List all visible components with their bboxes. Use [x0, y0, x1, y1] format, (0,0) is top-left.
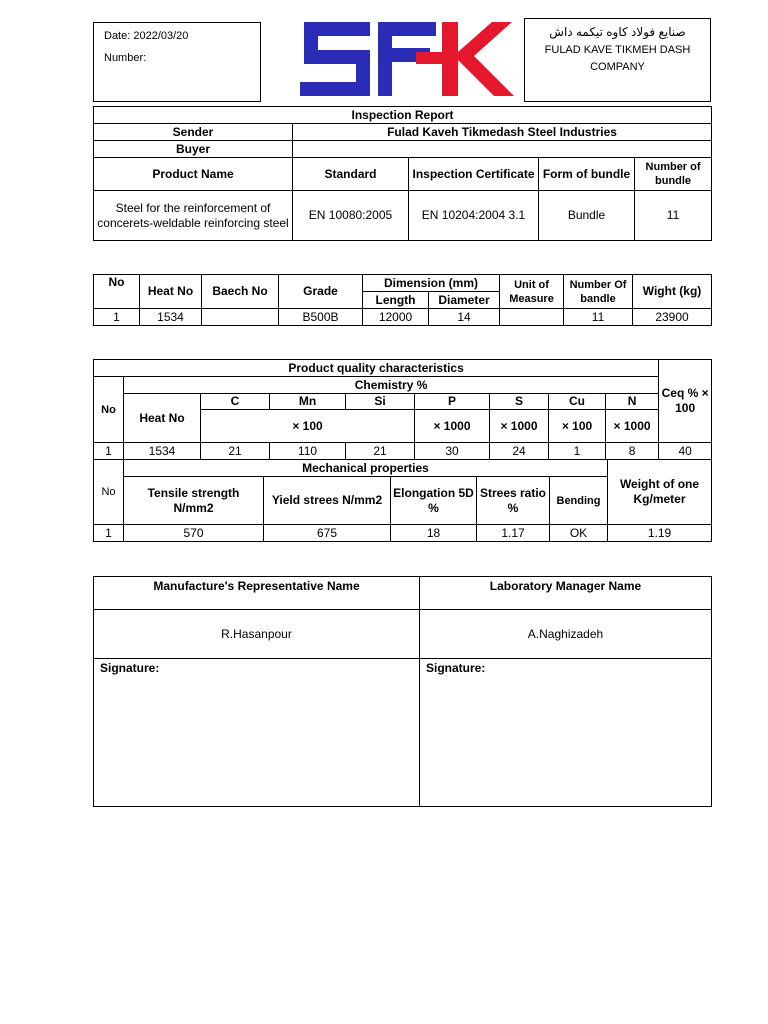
mech-row-bending: OK — [550, 525, 608, 542]
element-si: Si — [346, 394, 415, 410]
row-diameter: 14 — [429, 309, 500, 326]
lab-manager-label: Laboratory Manager Name — [420, 577, 712, 610]
header-dimension: Dimension (mm) — [363, 275, 500, 292]
manufacturer-signature-area[interactable] — [94, 659, 420, 807]
mech-row-no: 1 — [94, 525, 124, 542]
element-n: N — [606, 394, 659, 410]
chem-row-heat-no: 1534 — [124, 443, 201, 460]
mechanical-label: Mechanical properties — [124, 460, 608, 477]
row-unit — [500, 309, 564, 326]
header-baech-no: Baech No — [202, 275, 279, 309]
standard-value: EN 10080:2005 — [293, 191, 409, 241]
header-grade: Grade — [279, 275, 363, 309]
element-c: C — [201, 394, 270, 410]
date-label: Date: 2022/03/20 — [104, 30, 189, 42]
quality-title: Product quality characteristics — [94, 360, 659, 377]
company-name-en-1: FULAD KAVE TIKMEH DASH — [544, 44, 691, 56]
row-baech-no — [202, 309, 279, 326]
row-no: 1 — [94, 309, 140, 326]
row-number-of-bandle: 11 — [564, 309, 633, 326]
heat-table — [93, 274, 712, 326]
mech-row-elongation: 18 — [391, 525, 477, 542]
header-inspection-certificate: Inspection Certificate — [409, 158, 539, 191]
row-wight: 23900 — [633, 309, 712, 326]
lab-manager-name: A.Naghizadeh — [420, 610, 712, 659]
chemistry-label: Chemistry % — [124, 377, 659, 394]
chem-row-ceq: 40 — [659, 443, 712, 460]
manufacturer-name: R.Hasanpour — [94, 610, 420, 659]
mech-tensile-header: Tensile strength N/mm2 — [124, 477, 264, 525]
ceq-label: Ceq % × 100 — [659, 360, 712, 443]
sender-label: Sender — [94, 124, 293, 141]
element-p: P — [415, 394, 490, 410]
signature-table — [93, 576, 712, 807]
chem-row-cu: 1 — [549, 443, 606, 460]
mech-row-weight: 1.19 — [608, 525, 712, 542]
row-grade: B500B — [279, 309, 363, 326]
chem-row-p: 30 — [415, 443, 490, 460]
factor-cu: × 100 — [549, 410, 606, 443]
certificate-value: EN 10204:2004 3.1 — [409, 191, 539, 241]
mech-no-label: No — [94, 460, 124, 525]
element-mn: Mn — [270, 394, 346, 410]
form-of-bundle-value: Bundle — [539, 191, 635, 241]
buyer-value — [293, 141, 712, 158]
header-unit-of-measure: Unit of Measure — [500, 275, 564, 309]
mech-row-yield: 675 — [264, 525, 391, 542]
mech-strees-ratio-header: Strees ratio % — [477, 477, 550, 525]
company-logo — [296, 18, 518, 100]
inspection-report-table — [93, 106, 712, 241]
element-cu: Cu — [549, 394, 606, 410]
header-product-name: Product Name — [94, 158, 293, 191]
chem-row-n: 8 — [606, 443, 659, 460]
number-label: Number: — [104, 52, 147, 64]
chem-row-si: 21 — [346, 443, 415, 460]
factor-c-mn-si: × 100 — [201, 410, 415, 443]
mechanical-table — [93, 459, 712, 542]
mech-row-tensile: 570 — [124, 525, 264, 542]
mech-elongation-header: Elongation 5D % — [391, 477, 477, 525]
header-form-of-bundle: Form of bundle — [539, 158, 635, 191]
header-standard: Standard — [293, 158, 409, 191]
row-length: 12000 — [363, 309, 429, 326]
report-title: Inspection Report — [94, 107, 712, 124]
chem-row-s: 24 — [490, 443, 549, 460]
factor-n: × 1000 — [606, 410, 659, 443]
number-of-bundle-value: 11 — [635, 191, 712, 241]
header-length: Length — [363, 292, 429, 309]
chem-heat-no-label: Heat No — [124, 394, 201, 443]
company-box — [524, 18, 711, 102]
manufacturer-label: Manufacture's Representative Name — [94, 577, 420, 610]
mech-row-strees-ratio: 1.17 — [477, 525, 550, 542]
header-diameter: Diameter — [429, 292, 500, 309]
product-name-value: Steel for the reinforcement of concerets-weldable reinforcing steel — [94, 191, 293, 241]
mech-bending-header: Bending — [550, 477, 608, 525]
header-no: No — [94, 275, 140, 309]
header-heat-no: Heat No — [140, 275, 202, 309]
chem-no-label: No — [94, 377, 124, 443]
company-name-fa: صنایع فولاد کاوه تیکمه داش — [549, 25, 686, 39]
lab-signature-area[interactable] — [420, 659, 712, 807]
row-heat-no: 1534 — [140, 309, 202, 326]
company-name-en-2: COMPANY — [590, 61, 645, 73]
header-number-of-bandle: Number Of bandle — [564, 275, 633, 309]
header-number-of-bundle: Number of bundle — [635, 158, 712, 191]
chem-row-no: 1 — [94, 443, 124, 460]
buyer-label: Buyer — [94, 141, 293, 158]
mech-weight-header: Weight of one Kg/meter — [608, 460, 712, 525]
manufacturer-signature-label: Signature: — [100, 661, 160, 675]
date-number-box — [93, 22, 261, 102]
mech-yield-header: Yield strees N/mm2 — [264, 477, 391, 525]
chem-row-c: 21 — [201, 443, 270, 460]
chemistry-table — [93, 359, 712, 460]
factor-p: × 1000 — [415, 410, 490, 443]
lab-signature-label: Signature: — [426, 661, 486, 675]
element-s: S — [490, 394, 549, 410]
header-wight: Wight (kg) — [633, 275, 712, 309]
sender-value: Fulad Kaveh Tikmedash Steel Industries — [293, 124, 712, 141]
factor-s: × 1000 — [490, 410, 549, 443]
chem-row-mn: 110 — [270, 443, 346, 460]
